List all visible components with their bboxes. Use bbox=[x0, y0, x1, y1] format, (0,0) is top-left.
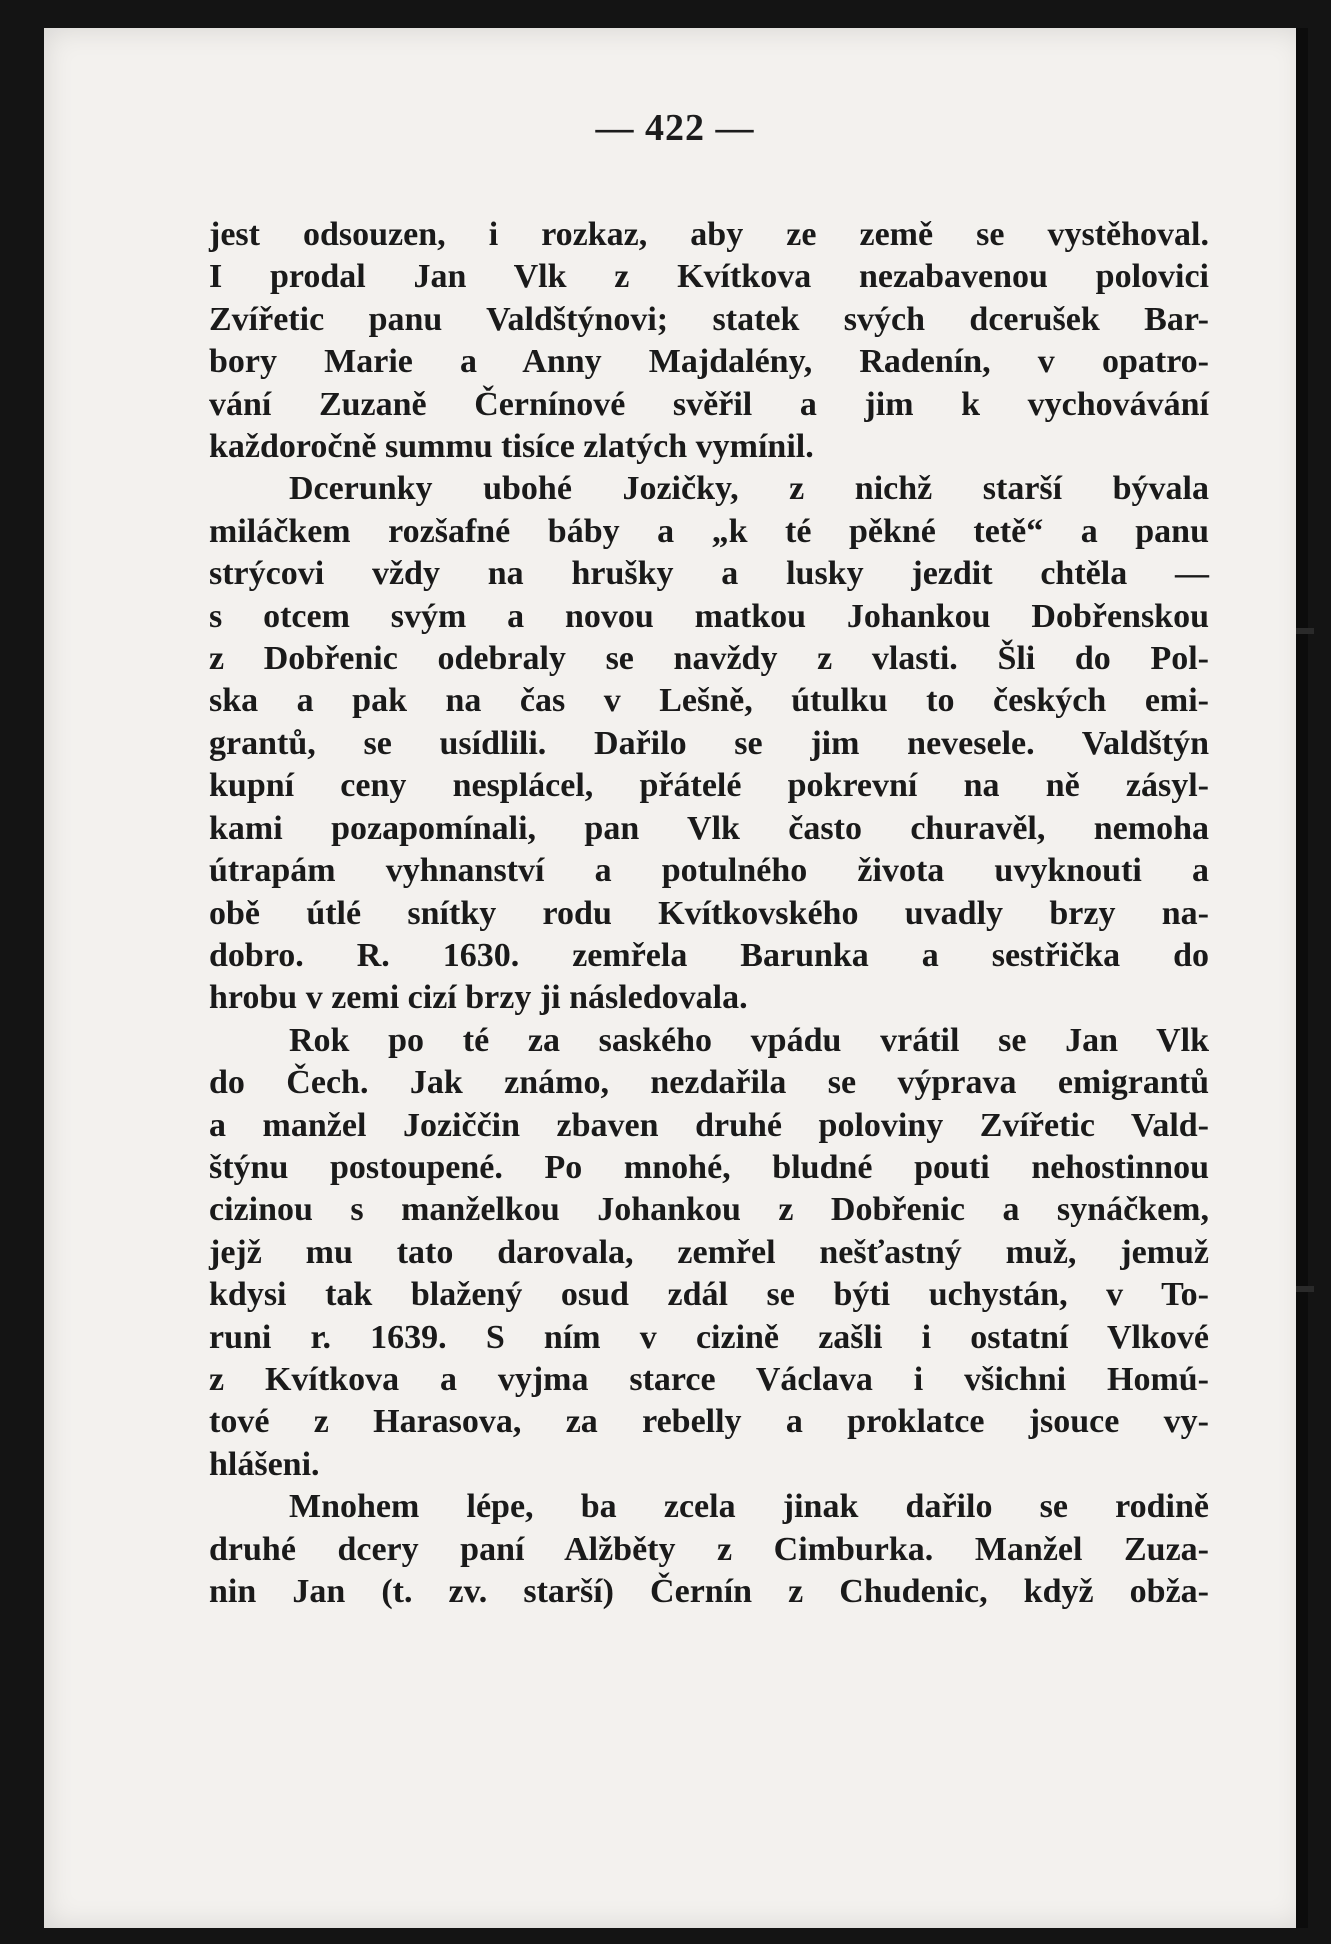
text-line: z Kvítkova a vyjma starce Václava i všichni Homú- bbox=[209, 1360, 1209, 1398]
text-line: a manžel Joziččin zbaven druhé poloviny Zvířetic Vald- bbox=[209, 1106, 1209, 1144]
text-line: útrapám vyhnanství a potulného života uvyknouti a bbox=[209, 852, 1209, 890]
text-line: s otcem svým a novou matkou Johankou Dobřenskou bbox=[209, 597, 1209, 635]
text-line: z Dobřenic odebraly se navždy z vlasti. Šli do Pol- bbox=[209, 640, 1209, 678]
scan-mark bbox=[1296, 1286, 1314, 1292]
text-line: runi r. 1639. S ním v cizině zašli i ostatní Vlkové bbox=[209, 1318, 1209, 1356]
scan-mark bbox=[1296, 628, 1314, 634]
text-line: každoročně summu tisíce zlatých vymínil. bbox=[209, 428, 814, 466]
text-line: obě útlé snítky rodu Kvítkovského uvadly brzy na- bbox=[209, 894, 1209, 932]
text-line: grantů, se usídlili. Dařilo se jim nevesele. Valdštýn bbox=[209, 724, 1209, 762]
text-line: hrobu v zemi cizí brzy ji následovala. bbox=[209, 979, 748, 1017]
text-line: hlášeni. bbox=[209, 1445, 320, 1483]
text-line: kami pozapomínali, pan Vlk často churavěl, nemoha bbox=[209, 809, 1209, 847]
text-line: druhé dcery paní Alžběty z Cimburka. Manžel Zuza- bbox=[209, 1530, 1209, 1568]
text-line: kdysi tak blažený osud zdál se býti uchystán, v To- bbox=[209, 1276, 1209, 1314]
paragraph bbox=[209, 214, 1209, 468]
text-line: cizinou s manželkou Johankou z Dobřenic a synáčkem, bbox=[209, 1191, 1209, 1229]
text-line: Zvířetic panu Valdštýnovi; statek svých dcerušek Bar- bbox=[209, 300, 1209, 338]
paragraph bbox=[209, 468, 1209, 1019]
text-line: Mnohem lépe, ba zcela jinak dařilo se rodině bbox=[289, 1488, 1209, 1526]
text-line: tové z Harasova, za rebelly a proklatce jsouce vy- bbox=[209, 1403, 1209, 1441]
text-line: do Čech. Jak známo, nezdařila se výprava emigrantů bbox=[209, 1064, 1209, 1102]
text-line: miláčkem rozšafné báby a „k té pěkné tetě“ a panu bbox=[209, 512, 1209, 550]
book-page bbox=[44, 28, 1306, 1928]
page-text bbox=[209, 214, 1209, 1613]
text-line: Rok po té za saského vpádu vrátil se Jan Vlk bbox=[289, 1021, 1209, 1059]
text-line: dobro. R. 1630. zemřela Barunka a sestřička do bbox=[209, 936, 1209, 974]
text-line: I prodal Jan Vlk z Kvítkova nezabavenou polovici bbox=[209, 258, 1209, 296]
text-line: nin Jan (t. zv. starší) Černín z Chudenic, když obža- bbox=[209, 1573, 1209, 1610]
text-line: bory Marie a Anny Majdalény, Radenín, v opatro- bbox=[209, 343, 1209, 381]
page-number: — 422 — bbox=[595, 107, 755, 149]
text-line: jejž mu tato darovala, zemřel nešťastný muž, jemuž bbox=[209, 1233, 1209, 1271]
text-line: vání Zuzaně Černínové svěřil a jim k vychovávání bbox=[209, 385, 1209, 423]
text-line: ska a pak na čas v Lešně, útulku to českých emi- bbox=[209, 682, 1209, 720]
text-line: jest odsouzen, i rozkaz, aby ze země se vystěhoval. bbox=[209, 216, 1209, 253]
scan-border bbox=[1296, 28, 1308, 1928]
text-line: kupní ceny nesplácel, přátelé pokrevní na ně zásyl- bbox=[209, 767, 1209, 805]
text-line: strýcovi vždy na hrušky a lusky jezdit chtěla — bbox=[209, 555, 1209, 593]
text-line: štýnu postoupené. Po mnohé, bludné pouti nehostinnou bbox=[209, 1148, 1209, 1186]
text-line: Dcerunky ubohé Jozičky, z nichž starší bývala bbox=[289, 470, 1209, 508]
paragraph bbox=[209, 1486, 1209, 1613]
paragraph bbox=[209, 1020, 1209, 1486]
